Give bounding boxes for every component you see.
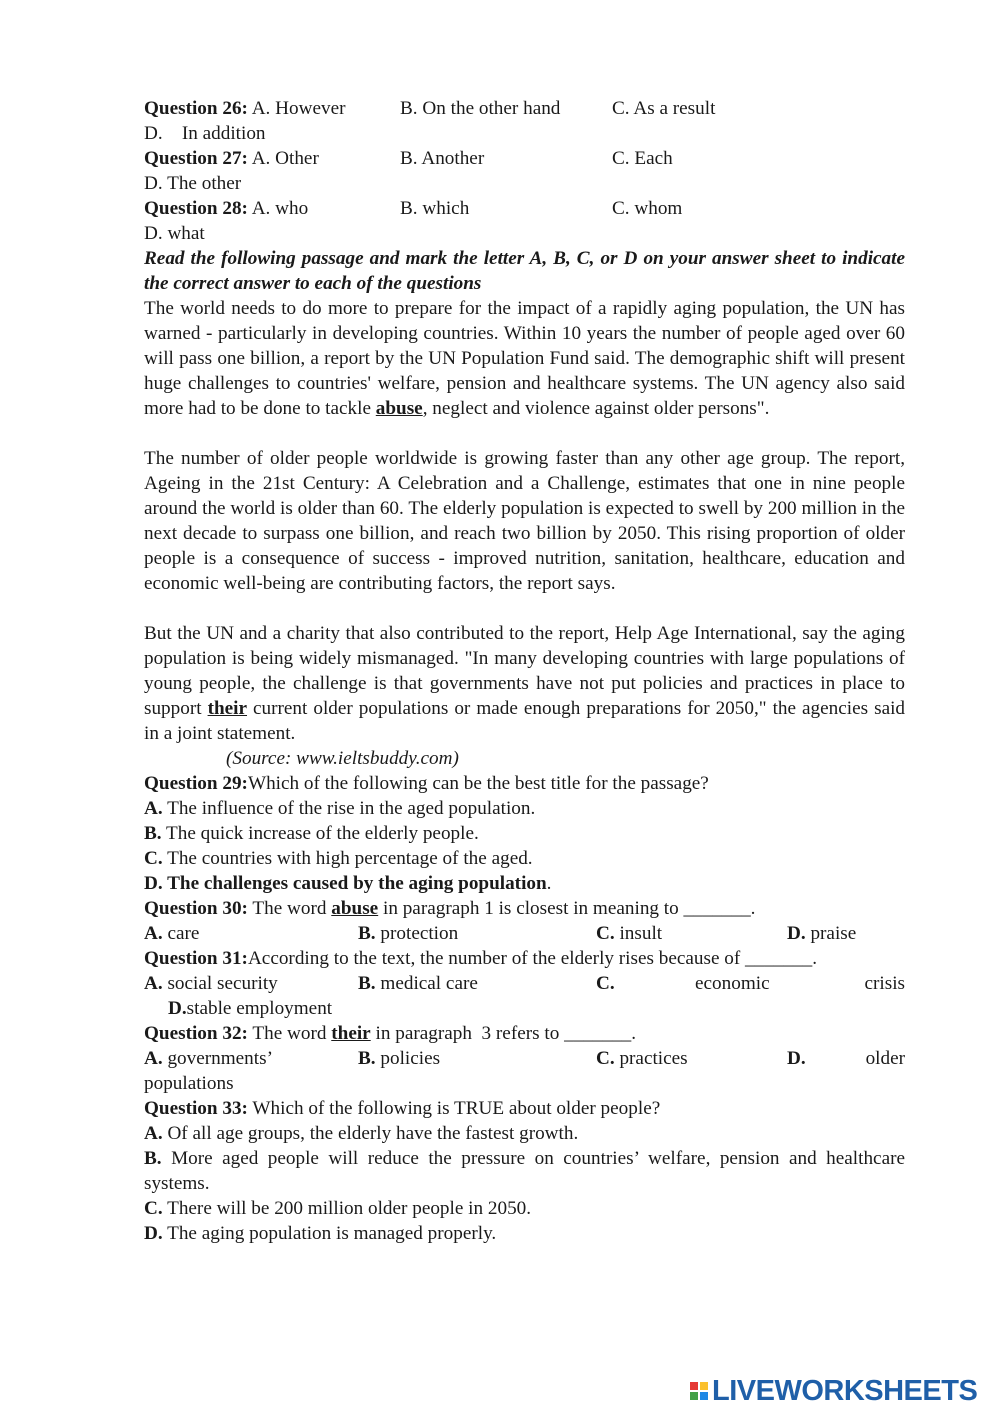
q26-option-d[interactable]: D. In addition xyxy=(144,123,266,144)
p3-highlight-their: their xyxy=(207,698,248,719)
q32-option-a[interactable]: A. governments’ xyxy=(144,1048,273,1069)
q31-option-c[interactable]: C. xyxy=(596,973,615,994)
q31-option-b[interactable]: B. medical care xyxy=(358,973,478,994)
q32-option-b[interactable]: B. policies xyxy=(358,1048,441,1069)
q26-option-a[interactable]: A. However xyxy=(251,98,346,119)
question-28-label: Question 28: xyxy=(144,198,248,219)
question-28-row xyxy=(144,196,905,221)
logo-square-3 xyxy=(690,1392,698,1400)
liveworksheets-logo xyxy=(690,1375,977,1407)
q28-option-b[interactable]: B. which xyxy=(400,198,470,219)
question-32: Question 32: The word their in paragraph 3 refers to _______. xyxy=(144,1023,637,1044)
logo-square-2 xyxy=(700,1382,708,1390)
logo-squares-icon xyxy=(690,1382,708,1400)
q31-option-c-text-1: economic xyxy=(695,973,770,994)
p1-highlight-abuse: abuse xyxy=(375,398,423,419)
q27-option-a[interactable]: A. Other xyxy=(251,148,319,169)
question-29 xyxy=(144,771,905,796)
worksheet-page xyxy=(144,96,905,1246)
q29-option-c[interactable]: C. The countries with high percentage of the aged. xyxy=(144,848,533,869)
question-29-label: Question 29: xyxy=(144,773,248,794)
passage-paragraph-2: The number of older people worldwide is growing faster than any other age group. The report, Ageing in the 21st Century: A Celebration and a Challenge, estimates that one in nine people around the world is older than 60. The elderly population is expected to swell by 200 million in the next decade to surpass one billion, and reach two billion by 2050. This rising proportion of older people is a consequence of success - improved nutrition, sanitation, healthcare, education and economic well-being are contributing factors, the report says. xyxy=(144,448,905,594)
logo-square-1 xyxy=(690,1382,698,1390)
question-33-label: Question 33: xyxy=(144,1098,248,1119)
q30-highlight-word: abuse xyxy=(331,898,379,919)
question-30: Question 30: The word abuse in paragraph 1 is closest in meaning to _______. xyxy=(144,898,756,919)
q27-option-d[interactable]: D. The other xyxy=(144,173,242,194)
question-32-label: Question 32: xyxy=(144,1023,248,1044)
logo-text: LIVEWORKSHEETS xyxy=(712,1374,978,1407)
q33-option-d[interactable]: D. The aging population is managed properly. xyxy=(144,1223,497,1244)
question-29-text: Which of the following can be the best title for the passage? xyxy=(247,773,709,794)
q32-option-d-text-2: populations xyxy=(144,1073,234,1094)
passage-source: (Source: www.ieltsbuddy.com) xyxy=(226,748,459,769)
question-26-label: Question 26: xyxy=(144,98,248,119)
q30-option-c[interactable]: C. insult xyxy=(596,923,663,944)
q32-option-d[interactable]: D. xyxy=(787,1048,806,1069)
q29-option-b[interactable]: B. The quick increase of the elderly people. xyxy=(144,823,479,844)
q28-option-c[interactable]: C. whom xyxy=(612,198,683,219)
question-27-label: Question 27: xyxy=(144,148,248,169)
q26-option-c[interactable]: C. As a result xyxy=(612,98,716,119)
reading-instruction: Read the following passage and mark the letter A, B, C, or D on your answer sheet to indicate the correct answer to each of the questions xyxy=(144,248,905,294)
q33-option-a[interactable]: A. Of all age groups, the elderly have the fastest growth. xyxy=(144,1123,579,1144)
question-30-label: Question 30: xyxy=(144,898,248,919)
p1-text-before: The world needs to do more to prepare for the impact of a rapidly aging population, the UN has warned - particularly in developing countries. Within 10 years the number of people aged over 60 will pass one billion, a report by the UN Population Fund said. The demographic shift will present huge challenges to countries' welfare, pension and healthcare systems. The UN agency also said more had to be done to tackle xyxy=(144,298,905,419)
q31-option-c-text-2: crisis xyxy=(864,973,905,994)
q28-option-d[interactable]: D. what xyxy=(144,223,205,244)
logo-square-4 xyxy=(700,1392,708,1400)
q27-option-c[interactable]: C. Each xyxy=(612,148,673,169)
passage-paragraph-1 xyxy=(144,296,905,421)
q30-option-b[interactable]: B. protection xyxy=(358,923,459,944)
q29-option-d[interactable]: D. The challenges caused by the aging population. xyxy=(144,873,552,894)
q31-option-a[interactable]: A. social security xyxy=(144,973,278,994)
q32-option-d-text-1: older xyxy=(865,1048,905,1069)
q31-option-d[interactable]: D.stable employment xyxy=(168,998,333,1019)
question-26-row xyxy=(144,96,905,121)
question-33 xyxy=(144,1096,905,1121)
q30-options xyxy=(144,921,905,946)
q32-option-c[interactable]: C. practices xyxy=(596,1048,688,1069)
p3-text-before: But the UN and a charity that also contributed to the report, Help Age International, say the aging population is being widely mismanaged. "In many developing countries with large populations of young people, the challenge is that governments have not put policies and practices in place to support xyxy=(144,623,905,719)
p1-text-after: , neglect and violence against older persons". xyxy=(422,398,770,419)
p3-text-after: current older populations or made enough preparations for 2050," the agencies said in a joint statement. xyxy=(144,698,906,744)
q29-option-a[interactable]: A. The influence of the rise in the aged population. xyxy=(144,798,536,819)
q31-options xyxy=(144,971,905,996)
q27-option-b[interactable]: B. Another xyxy=(400,148,485,169)
q30-option-a[interactable]: A. care xyxy=(144,923,200,944)
question-31-text: According to the text, the number of the elderly rises because of _______. xyxy=(247,948,818,969)
q33-option-c[interactable]: C. There will be 200 million older people in 2050. xyxy=(144,1198,532,1219)
question-33-text: Which of the following is TRUE about older people? xyxy=(247,1098,661,1119)
question-31-label: Question 31: xyxy=(144,948,248,969)
question-31 xyxy=(144,946,905,971)
q30-option-d[interactable]: D. praise xyxy=(787,923,857,944)
q32-highlight-word: their xyxy=(331,1023,371,1044)
q26-option-b[interactable]: B. On the other hand xyxy=(400,98,561,119)
q33-option-b[interactable]: B. More aged people will reduce the pressure on countries’ welfare, pension and healthcare systems. xyxy=(144,1148,905,1194)
q28-option-a[interactable]: A. who xyxy=(251,198,309,219)
q32-options xyxy=(144,1046,905,1071)
question-27-row xyxy=(144,146,905,171)
passage-paragraph-3 xyxy=(144,621,905,746)
